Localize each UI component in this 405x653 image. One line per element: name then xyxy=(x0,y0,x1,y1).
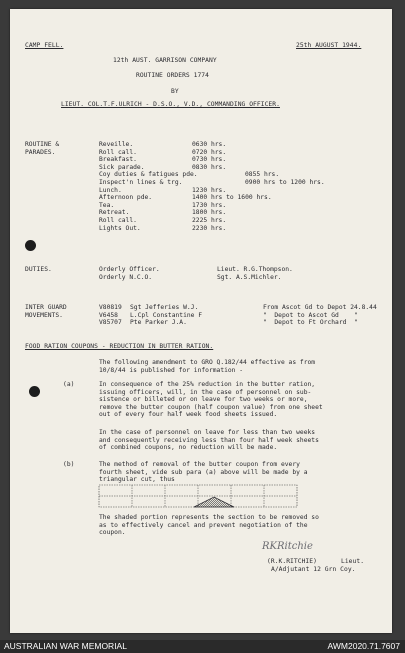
routine-item-name: Lights Out. xyxy=(99,224,141,232)
routine-item-name: Retreat. xyxy=(99,209,130,217)
archive-name: AUSTRALIAN WAR MEMORIAL xyxy=(4,641,127,651)
routine-names xyxy=(99,141,198,232)
routine-item-name: Afternoon pde. xyxy=(99,194,153,202)
routine-item-time: 2225 hrs. xyxy=(192,216,227,224)
food-heading: FOOD RATION COUPONS - REDUCTION IN BUTTER RATION. xyxy=(25,343,214,350)
routine-heading-line2: PARADES. xyxy=(25,148,56,156)
signatory-name: (R.K.RITCHIE) xyxy=(267,558,317,565)
routine-item-time: 0730 hrs. xyxy=(192,156,227,164)
movement-persons xyxy=(130,304,202,327)
unit-name: 12th AUST. GARRISON COMPANY xyxy=(113,57,217,64)
routine-item-time: 1800 hrs. xyxy=(192,209,227,217)
duties-names xyxy=(217,266,293,281)
duty-role: Orderly Officer. xyxy=(99,266,160,273)
routine-item-time: 1730 hrs. xyxy=(192,201,227,209)
duties-roles xyxy=(99,266,160,281)
movement-number: V80819 xyxy=(99,304,122,311)
movements-heading-line1: INTER GUARD xyxy=(25,304,67,311)
movement-number: V6458 xyxy=(99,311,118,319)
food-intro: The following amendment to GRO Q.182/44 effective as from 10/8/44 is published for information - xyxy=(99,359,316,374)
movement-details xyxy=(263,304,377,327)
para-a2-text: In the case of personnel on leave for less than two weeks and consequently receiving less than four half week sheets of combined coupons, no reduction will be made. xyxy=(99,429,319,452)
archive-footer xyxy=(0,640,405,653)
routine-item-name: Sick parade. xyxy=(99,163,145,171)
duty-name: Lieut. R.G.Thompson. xyxy=(217,266,293,273)
signatory-rank: Lieut. xyxy=(341,558,365,565)
routine-item-time: 0855 hrs. xyxy=(245,171,280,179)
routine-item-name: Roll call. xyxy=(99,216,137,224)
para-a-label: (a) xyxy=(63,381,75,388)
duty-name: Sgt. A.S.Michler. xyxy=(217,273,282,281)
routine-item-time: 0830 hrs. xyxy=(192,163,227,171)
by-text: BY xyxy=(171,88,179,95)
officer-line: LIEUT. COL.T.F.ULRICH - D.S.O., V.D., COMMANDING OFFICER. xyxy=(61,101,280,108)
movement-detail: From Ascot Gd to Depot 24.8.44 xyxy=(263,304,377,311)
routine-item-time: 0630 hrs. xyxy=(192,141,227,148)
routine-item-time: 1400 hrs to 1600 hrs. xyxy=(192,194,272,202)
movement-person: L.Cpl Constantine F xyxy=(130,311,203,319)
routine-item-name: Reveille. xyxy=(99,141,134,148)
date-text: 25th AUGUST 1944. xyxy=(296,42,362,49)
routine-item-name: Lunch. xyxy=(99,186,122,194)
movement-numbers xyxy=(99,304,122,327)
coupon-cut-diagram xyxy=(98,484,298,508)
routine-item-name: Breakfast. xyxy=(99,156,137,164)
triangular-cut-shape xyxy=(194,497,234,507)
para-b-label: (b) xyxy=(63,461,75,468)
movements-heading xyxy=(25,304,67,319)
routine-item-name: Coy duties & fatigues pde. xyxy=(99,171,198,179)
routine-item-time: 1230 hrs. xyxy=(192,186,227,194)
routine-item-time: 0900 hrs to 1200 hrs. xyxy=(245,178,325,186)
punch-hole xyxy=(25,240,36,251)
movement-person: Pte Parker J.A. xyxy=(130,319,187,327)
routine-item-time: 2230 hrs. xyxy=(192,224,227,232)
signatory-position: A/Adjutant 12 Grn Coy. xyxy=(271,566,356,573)
order-title: ROUTINE ORDERS 1774 xyxy=(136,72,209,79)
para-a-text: In consequence of the 25% reduction in the butter ration, issuing officers, will, in the case of personnel on sub- sistence or billeted or on leave for two weeks or more, remove the butter coupon (half coupon value) from one sheet out of every four half week food sheets issued. xyxy=(99,381,323,419)
movement-detail: " Depot to Ascot Gd " xyxy=(263,311,358,319)
punch-hole xyxy=(29,386,40,397)
duties-heading: DUTIES. xyxy=(25,266,52,273)
para-b2-text: The shaded portion represents the section to be removed so as to effectively cancel and prevent negotiation of the coupon. xyxy=(99,514,319,537)
routine-heading-line1: ROUTINE & xyxy=(25,141,60,148)
routine-item-name: Tea. xyxy=(99,201,115,209)
routine-item-name: Inspect'n lines & trg. xyxy=(99,178,183,186)
routine-item-name: Roll call. xyxy=(99,148,137,156)
routine-times xyxy=(192,141,325,232)
duty-role: Orderly N.C.O. xyxy=(99,273,153,281)
handwritten-signature: RKRitchie xyxy=(262,541,313,552)
movement-person: Sgt Jefferies W.J. xyxy=(130,304,199,311)
routine-item-time: 0720 hrs. xyxy=(192,148,227,156)
document-page xyxy=(10,9,392,633)
movement-detail: " Depot to Ft Orchard " xyxy=(263,319,358,327)
movement-number: V85707 xyxy=(99,319,122,327)
location-text: CAMP FELL. xyxy=(25,42,64,49)
routine-heading xyxy=(25,141,59,156)
movements-heading-line2: MOVEMENTS. xyxy=(25,311,63,319)
archive-id: AWM2020.71.7607 xyxy=(327,641,400,651)
para-b-text: The method of removal of the butter coupon from every fourth sheet, vide sub para (a) above will be made by a triangular cut, thus xyxy=(99,461,308,484)
